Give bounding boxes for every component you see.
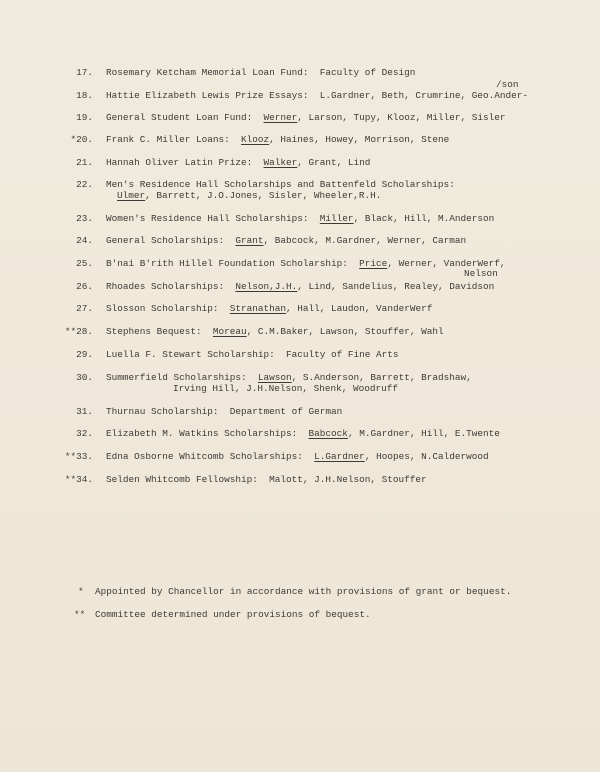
entry-number: 21.	[76, 157, 93, 168]
entry-number: *20.	[70, 134, 93, 145]
recipients: Faculty of Fine Arts	[286, 349, 399, 360]
fund-name: B'nai B'rith Hillel Foundation Scholarship:	[106, 258, 360, 269]
recipients: , S.Anderson, Barrett, Bradshaw,	[291, 372, 472, 383]
chair-name: Miller	[319, 213, 354, 224]
recipients: , Werner, VanderWerf,	[387, 258, 506, 269]
recipients: L.Gardner, Beth, Crumrine, Geo.Ander-	[319, 90, 528, 101]
recipients: , Hoopes, N.Calderwood	[364, 451, 489, 462]
chair-name: Price	[359, 258, 388, 269]
footnote-text: Appointed by Chancellor in accordance with provisions of grant or bequest.	[95, 586, 512, 597]
chair-name: Ulmer	[117, 190, 146, 201]
entry-text	[106, 474, 427, 485]
chair-name: Lawson	[257, 372, 292, 383]
recipients: , M.Gardner, Hill, E.Twente	[347, 428, 500, 439]
entry-text	[106, 281, 494, 292]
fund-name: Thurnau Scholarship:	[106, 406, 230, 417]
entry-number: **34.	[64, 474, 93, 485]
entry-number: 22.	[76, 179, 93, 190]
entry-number: **28.	[64, 326, 93, 337]
fund-name: Hattie Elizabeth Lewis Prize Essays:	[106, 90, 320, 101]
entry-number: 18.	[76, 90, 93, 101]
entry-number: 23.	[76, 213, 93, 224]
footnote-mark: *	[78, 586, 84, 597]
recipients: , Grant, Lind	[297, 157, 371, 168]
fund-name: General Scholarships:	[106, 235, 236, 246]
recipients: Faculty of Design	[319, 67, 416, 78]
entry-number: 31.	[76, 406, 93, 417]
fund-name: Summerfield Scholarships:	[106, 372, 258, 383]
recipients: , Hall, Laudon, VanderWerf	[286, 303, 433, 314]
entry-number: 19.	[76, 112, 93, 123]
chair-name: Grant	[235, 235, 264, 246]
entry-text	[106, 326, 444, 337]
entry-text	[106, 179, 455, 190]
entry-number: **33.	[64, 451, 93, 462]
fund-name: Men's Residence Hall Scholarships and Battenfeld Scholarships:	[106, 179, 455, 190]
entry-text	[106, 67, 415, 78]
fund-name: Edna Osborne Whitcomb Scholarships:	[106, 451, 315, 462]
chair-name: Moreau	[212, 326, 247, 337]
fund-name: Elizabeth M. Watkins Scholarships:	[106, 428, 309, 439]
recipients: , Haines, Howey, Morrison, Stene	[269, 134, 450, 145]
fund-name: Selden Whitcomb Fellowship:	[106, 474, 270, 485]
entry-number: 27.	[76, 303, 93, 314]
entry-number: 26.	[76, 281, 93, 292]
footnote-text: Committee determined under provisions of bequest.	[95, 609, 371, 620]
recipients: Malott, J.H.Nelson, Stouffer	[269, 474, 427, 485]
footnote-mark: **	[74, 609, 86, 620]
recipients: Irving Hill, J.H.Nelson, Shenk, Woodruff	[173, 383, 399, 394]
recipients: Department of German	[229, 406, 343, 417]
entry-text	[106, 157, 370, 168]
entry-text	[106, 406, 342, 417]
fund-name: Hannah Oliver Latin Prize:	[106, 157, 264, 168]
entry-text	[106, 303, 432, 314]
continuation-line	[117, 190, 381, 201]
entry-number: 29.	[76, 349, 93, 360]
recipients: , Barrett, J.O.Jones, Sisler, Wheeler,R.H.	[145, 190, 382, 201]
fund-name: Rosemary Ketcham Memorial Loan Fund:	[106, 67, 320, 78]
chair-name: Walker	[263, 157, 298, 168]
chair-name: Stranathan	[229, 303, 287, 314]
fund-name: Rhoades Scholarships:	[106, 281, 236, 292]
recipients: , Larson, Tupy, Klooz, Miller, Sisler	[297, 112, 506, 123]
entry-number: 25.	[76, 258, 93, 269]
recipients: , Black, Hill, M.Anderson	[353, 213, 495, 224]
entry-text	[106, 90, 528, 101]
entry-text	[106, 112, 505, 123]
entry-text	[106, 349, 399, 360]
fund-name: Luella F. Stewart Scholarship:	[106, 349, 287, 360]
entry-text	[106, 258, 505, 269]
chair-name: Werner	[263, 112, 298, 123]
continuation-line	[173, 383, 398, 394]
fund-name: General Student Loan Fund:	[106, 112, 264, 123]
entry-number: 24.	[76, 235, 93, 246]
entry-text	[106, 428, 500, 439]
entry-text	[106, 213, 494, 224]
recipients: , C.M.Baker, Lawson, Stouffer, Wahl	[246, 326, 444, 337]
recipients: , Babcock, M.Gardner, Werner, Carman	[263, 235, 467, 246]
recipients: , Lind, Sandelius, Realey, Davidson	[297, 281, 495, 292]
entry-number: 30.	[76, 372, 93, 383]
chair-name: Babcock	[308, 428, 348, 439]
fund-name: Women's Residence Hall Scholarships:	[106, 213, 320, 224]
entry-text	[106, 372, 472, 383]
entry-text	[106, 451, 489, 462]
chair-name: Klooz	[241, 134, 270, 145]
entry-number: 32.	[76, 428, 93, 439]
fund-name: Slosson Scholarship:	[106, 303, 230, 314]
entry-number: 17.	[76, 67, 93, 78]
word-continuation: /son	[496, 79, 519, 90]
fund-name: Stephens Bequest:	[106, 326, 213, 337]
chair-name: L.Gardner	[314, 451, 365, 462]
word-continuation: Nelson	[464, 268, 498, 279]
fund-name: Frank C. Miller Loans:	[106, 134, 242, 145]
entry-text	[106, 134, 449, 145]
chair-name: Nelson,J.H.	[235, 281, 298, 292]
entry-text	[106, 235, 466, 246]
